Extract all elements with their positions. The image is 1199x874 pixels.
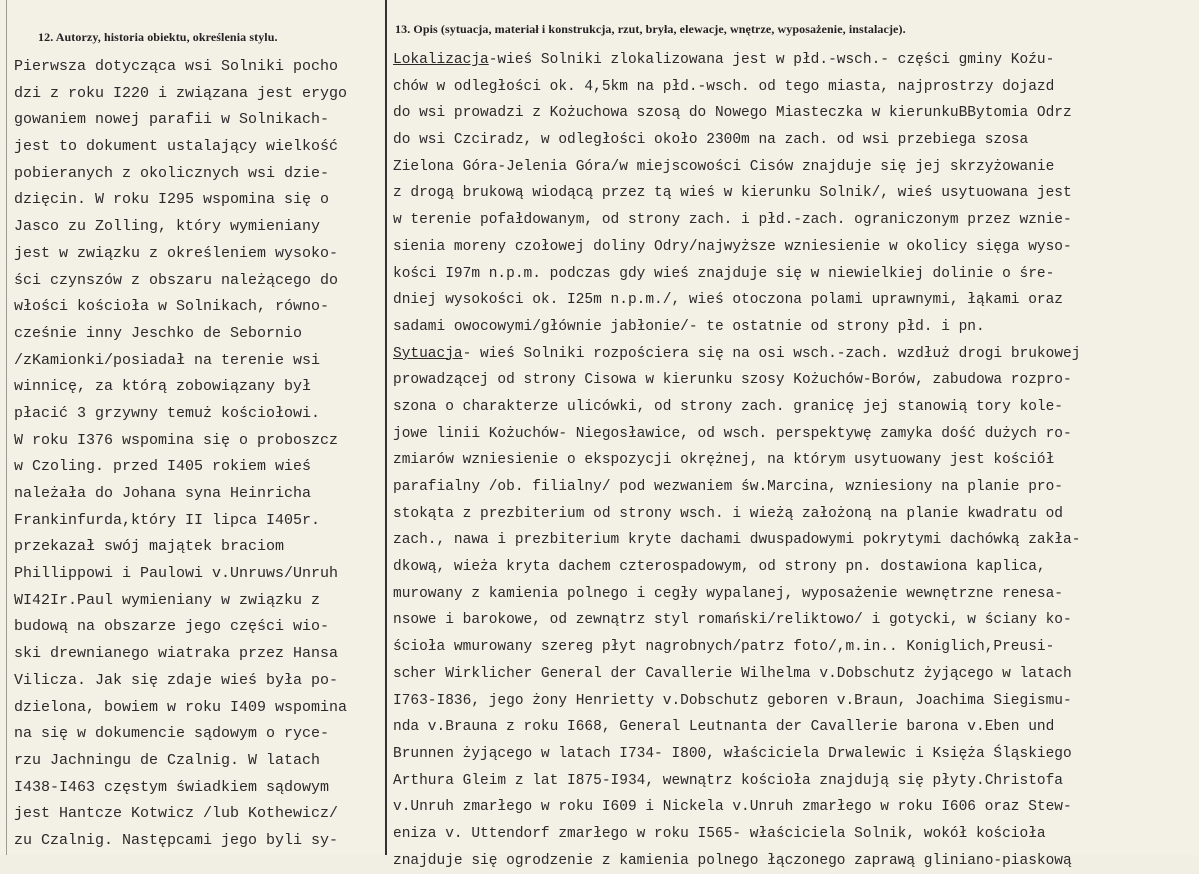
description-line-text: I763-I836, jego żony Henrietty v.Dobschutz geboren v.Braun, Joachima Siegismu- bbox=[393, 692, 1072, 709]
history-line: Frankinfurda,który II lipca I405r. bbox=[14, 511, 321, 529]
history-line: Pierwsza dotycząca wsi Solniki pocho bbox=[14, 58, 339, 75]
history-line: ści czynszów z obszaru należącego do bbox=[14, 271, 339, 289]
history-text bbox=[14, 54, 347, 855]
history-line: ski drewnianego wiatraka przez Hansa bbox=[14, 645, 339, 663]
description-line-text: v.Unruh zmarłego w roku I609 i Nickela v.Unruh zmarłego w roku I606 oraz Stew- bbox=[393, 799, 1072, 816]
description-line bbox=[393, 447, 1080, 474]
history-line: dzi z roku I220 i związana jest erygo bbox=[14, 84, 348, 102]
history-line: budową na obszarze jego części wio- bbox=[14, 618, 330, 636]
description-line bbox=[393, 741, 1080, 768]
description-line-text: dniej wysokości ok. I25m n.p.m./, wieś otoczona polami uprawnymi, łąkami oraz bbox=[393, 292, 1064, 309]
description-heading: 13. Opis (sytuacja, materiał i konstrukcja, rzut, bryła, elewacje, wnętrze, wyposażenie, instalacje). bbox=[395, 22, 906, 36]
description-line bbox=[393, 794, 1080, 821]
history-line: na się w dokumencie sądowym o ryce- bbox=[14, 725, 330, 743]
description-line-text: znajduje się ogrodzenie z kamienia polnego łączonego zaprawą gliniano-piaskową bbox=[393, 852, 1072, 869]
description-line bbox=[393, 314, 1080, 341]
description-line-text: do wsi prowadzi z Kożuchowa szosą do Nowego Miasteczka w kierunkuBBytomia Odrz bbox=[393, 105, 1072, 122]
description-line bbox=[393, 234, 1080, 261]
description-line-text: kości I97m n.p.m. podczas gdy wieś znajduje się w niewielkiej dolinie o śre- bbox=[393, 265, 1055, 282]
description-line-text: Brunnen żyjącego w latach I734- I800, właściciela Drwalewic i Księża Śląskiego bbox=[393, 745, 1072, 762]
description-line bbox=[393, 634, 1080, 661]
description-line-text: stokąta z prezbiterium od strony wsch. i wieżą założoną na planie kwadratu od bbox=[393, 505, 1064, 522]
column-divider bbox=[385, 0, 387, 855]
description-line-text: sadami owocowymi/głównie jabłonie/- te ostatnie od strony płd. i pn. bbox=[393, 318, 985, 335]
history-line: dzielona, bowiem w roku I409 wspomina bbox=[14, 698, 348, 716]
history-line: winnicę, za którą zobowiązany był bbox=[14, 378, 312, 396]
description-text bbox=[393, 47, 1080, 874]
description-line-text: murowany z kamienia polnego i cegły wypalanej, wyposażenie wewnętrzne renesa- bbox=[393, 585, 1064, 602]
description-line-text: prowadzącej od strony Cisowa w kierunku szosy Kożuchów-Borów, zabudowa rozpro- bbox=[393, 372, 1072, 389]
description-line-text: szona o charakterze ulicówki, od strony zach. granicę jej stanowią tory kole- bbox=[393, 398, 1064, 415]
history-line: Vilicza. Jak się zdaje wieś była po- bbox=[14, 671, 339, 689]
description-line bbox=[393, 154, 1080, 181]
description-line bbox=[393, 341, 1080, 368]
history-line: jest to dokument ustalający wielkość bbox=[14, 138, 339, 156]
description-line bbox=[393, 501, 1080, 528]
history-line: gowaniem nowej parafii w Solnikach- bbox=[14, 111, 330, 129]
description-line bbox=[393, 581, 1080, 608]
description-line-text: ścioła wmurowany szereg płyt nagrobnych/patrz foto/,m.in.. Koniglich,Preusi- bbox=[393, 639, 1055, 656]
description-line-text: parafialny /ob. filialny/ pod wezwaniem św.Marcina, wzniesiony na planie pro- bbox=[393, 479, 1064, 495]
history-line: W roku I376 wspomina się o proboszcz bbox=[14, 431, 339, 449]
description-line bbox=[393, 207, 1080, 234]
history-line: Phillippowi i Paulowi v.Unruws/Unruh bbox=[14, 565, 339, 583]
description-line bbox=[393, 180, 1080, 207]
description-line bbox=[393, 688, 1080, 715]
history-line: rzu Jachningu de Czalnig. W latach bbox=[14, 751, 321, 769]
description-line bbox=[393, 848, 1080, 874]
description-line-text: z drogą brukową wiodącą przez tą wieś w kierunku Solnik/, wieś usytuowana jest bbox=[393, 185, 1072, 202]
description-line bbox=[393, 100, 1080, 127]
description-line-text: dkową, wieża kryta dachem czterospadowym, od strony pn. dostawiona kaplica, bbox=[393, 559, 1046, 576]
description-line bbox=[393, 607, 1080, 634]
description-line-text: scher Wirklicher General der Cavallerie Wilhelma v.Dobschutz żyjącego w latach bbox=[393, 665, 1072, 682]
history-line: jest w związku z określeniem wysoko- bbox=[14, 244, 339, 262]
history-line: należała do Johana syna Heinricha bbox=[14, 485, 312, 502]
history-heading: 12. Autorzy, historia obiektu, określenia stylu. bbox=[38, 30, 278, 44]
description-line-text: Arthura Gleim z lat I875-I934, wewnątrz kościoła znajdują się płyty.Christofa bbox=[393, 772, 1064, 789]
description-line-text: -wieś Solniki zlokalizowana jest w płd.-wsch.- części gminy Koźu- bbox=[488, 52, 1055, 68]
description-line bbox=[393, 127, 1080, 154]
description-line bbox=[393, 527, 1080, 554]
description-line-text: jowe linii Kożuchów- Niegosławice, od wsch. perspektywę zamyka dość dużych ro- bbox=[393, 425, 1072, 442]
description-line bbox=[393, 287, 1080, 314]
description-line-text: nda v.Brauna z roku I668, General Leutnanta der Cavallerie barona v.Eben und bbox=[393, 719, 1055, 736]
description-line-text: nsowe i barokowe, od zewnątrz styl romański/reliktowo/ i gotycki, w ściany ko- bbox=[393, 612, 1072, 629]
description-line-text: w terenie pofałdowanym, od strony zach. i płd.-zach. ograniczonym przez wznie- bbox=[393, 212, 1072, 229]
description-line bbox=[393, 554, 1080, 581]
history-line: I438-I463 częstym świadkiem sądowym bbox=[14, 778, 330, 796]
section-lead-word: Sytuacja bbox=[393, 345, 463, 362]
history-line: Jasco zu Zolling, który wymieniany bbox=[14, 218, 321, 236]
description-line-text: eniza v. Uttendorf zmarłego w roku I565- właściciela Solnik, wokół kościoła bbox=[393, 825, 1046, 842]
description-line bbox=[393, 821, 1080, 848]
description-line-text: zmiarów wzniesienie o ekspozycji okrężnej, na którym usytuowany jest kościół bbox=[393, 452, 1055, 469]
description-line bbox=[393, 661, 1080, 688]
description-line bbox=[393, 714, 1080, 741]
description-line-text: chów w odległości ok. 4,5km na płd.-wsch. od tego miasta, najprostrzy dojazd bbox=[393, 78, 1055, 95]
history-line: /zKamionki/posiadał na terenie wsi bbox=[14, 351, 321, 369]
description-line-text: do wsi Czciradz, w odległości około 2300m na zach. od wsi przebiega szosa bbox=[393, 132, 1029, 149]
description-line bbox=[393, 768, 1080, 795]
section-lead-word: Lokalizacja bbox=[393, 52, 489, 68]
description-line bbox=[393, 367, 1080, 394]
history-line: WI42Ir.Paul wymieniany w związku z bbox=[14, 591, 321, 609]
description-line bbox=[393, 421, 1080, 448]
history-line: dzięcin. W roku I295 wspomina się o bbox=[14, 191, 330, 209]
history-line: płacić 3 grzywny temuż kościołowi. bbox=[14, 404, 321, 422]
left-margin-rule bbox=[6, 0, 7, 855]
history-line: włości kościoła w Solnikach, równo- bbox=[14, 298, 330, 316]
description-line bbox=[393, 47, 1080, 74]
history-line: w Czoling. przed I405 rokiem wieś bbox=[14, 458, 312, 476]
description-line bbox=[393, 261, 1080, 288]
history-line: jest Hantcze Kotwicz /lub Kothewicz/ bbox=[14, 805, 339, 823]
description-line-text: sienia moreny czołowej doliny Odry/najwyższe wzniesienie w okolicy sięga wyso- bbox=[393, 238, 1072, 255]
description-line bbox=[393, 74, 1080, 101]
description-line bbox=[393, 394, 1080, 421]
history-line: zu Czalnig. Następcami jego byli sy- bbox=[14, 831, 339, 849]
description-line-text: Zielona Góra-Jelenia Góra/w miejscowości Cisów znajduje się jej skrzyżowanie bbox=[393, 158, 1055, 175]
history-line: przekazał swój majątek braciom bbox=[14, 538, 285, 556]
history-line: pobieranych z okolicznych wsi dzie- bbox=[14, 164, 330, 182]
description-line bbox=[393, 474, 1080, 501]
description-line-text: - wieś Solniki rozpościera się na osi wsch.-zach. wzdłuż drogi brukowej bbox=[462, 345, 1081, 362]
history-line: cześnie inny Jeschko de Sebornio bbox=[14, 324, 303, 342]
description-line-text: zach., nawa i prezbiterium kryte dachami dwuspadowymi pokrytymi dachówką zakła- bbox=[393, 532, 1081, 549]
